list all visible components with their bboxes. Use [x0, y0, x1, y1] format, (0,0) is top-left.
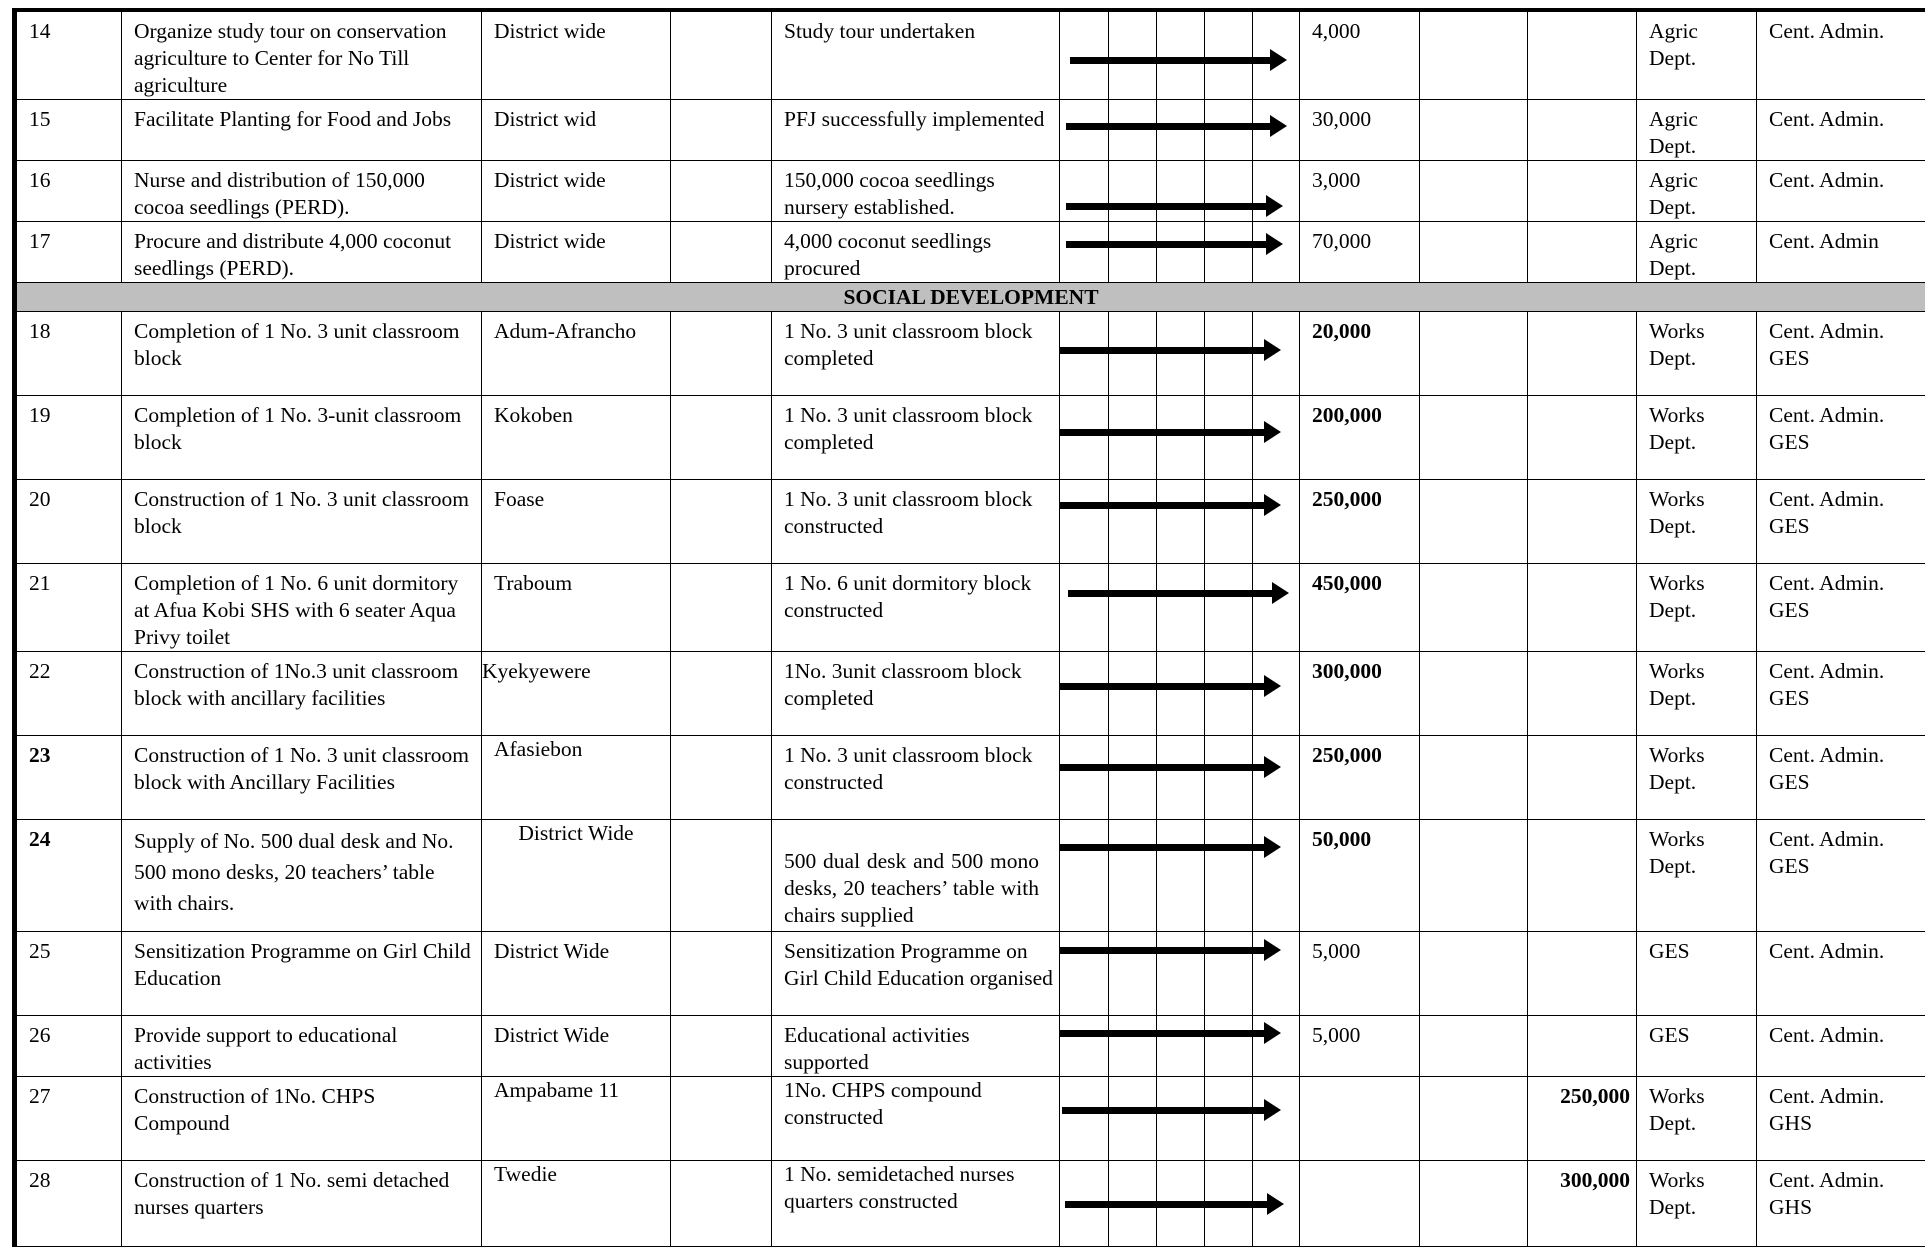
timeline-arrow	[1062, 1107, 1265, 1114]
quarter-divider	[1108, 12, 1109, 99]
location-cell: District wide	[482, 222, 671, 283]
timeline-arrow	[1060, 764, 1265, 771]
location-cell: Ampabame 11	[482, 1077, 671, 1161]
quarter-divider	[1252, 100, 1253, 160]
quarter-divider	[1156, 12, 1157, 99]
budget-amount-cell: 250,000	[1300, 736, 1420, 820]
blank-cell	[1420, 1016, 1528, 1077]
budget-amount-cell: 300,000	[1300, 652, 1420, 736]
timeline-cell	[1060, 1016, 1300, 1077]
quarter-divider	[1204, 820, 1205, 931]
timeline-cell	[1060, 100, 1300, 161]
quarter-divider	[1252, 480, 1253, 563]
quarter-divider	[1252, 12, 1253, 99]
row-number: 27	[15, 1077, 122, 1161]
blank-cell	[1420, 222, 1528, 283]
blank-cell	[1420, 932, 1528, 1016]
quarter-divider	[1156, 932, 1157, 1015]
blank-cell	[671, 820, 772, 932]
collaborating-agency-cell: Cent. Admin. GES	[1757, 312, 1925, 396]
timeline-cell	[1060, 10, 1300, 100]
timeline-cell	[1060, 1161, 1300, 1247]
budget-amount2-cell	[1528, 312, 1637, 396]
location-cell: Afasiebon	[482, 736, 671, 820]
output-indicator-cell: 1No. CHPS compound constructed	[772, 1077, 1060, 1161]
location-cell: District Wide	[482, 1016, 671, 1077]
row-number: 19	[15, 396, 122, 480]
blank-cell	[671, 480, 772, 564]
output-indicator-cell: 1No. 3unit classroom block completed	[772, 652, 1060, 736]
activity-cell: Nurse and distribution of 150,000 cocoa seedlings (PERD).	[122, 161, 482, 222]
output-indicator-cell: Study tour undertaken	[772, 10, 1060, 100]
implementing-agency-cell: Agric Dept.	[1637, 161, 1757, 222]
collaborating-agency-cell: Cent. Admin. GHS	[1757, 1161, 1925, 1247]
timeline-cell	[1060, 480, 1300, 564]
output-indicator-cell: 1 No. 3 unit classroom block constructed	[772, 480, 1060, 564]
timeline-arrow	[1060, 502, 1265, 509]
location-cell: Traboum	[482, 564, 671, 652]
blank-cell	[1420, 312, 1528, 396]
timeline-arrow	[1066, 203, 1267, 210]
budget-amount2-cell	[1528, 1016, 1637, 1077]
collaborating-agency-cell: Cent. Admin.	[1757, 10, 1925, 100]
blank-cell	[1420, 820, 1528, 932]
activity-cell: Facilitate Planting for Food and Jobs	[122, 100, 482, 161]
quarter-divider	[1156, 100, 1157, 160]
timeline-arrow	[1060, 947, 1265, 954]
blank-cell	[671, 1016, 772, 1077]
budget-amount2-cell	[1528, 564, 1637, 652]
timeline-arrow	[1070, 57, 1271, 64]
collaborating-agency-cell: Cent. Admin.	[1757, 100, 1925, 161]
quarter-divider	[1156, 564, 1157, 651]
table-row	[15, 652, 1925, 736]
quarter-divider	[1204, 12, 1205, 99]
budget-amount2-cell	[1528, 161, 1637, 222]
blank-cell	[671, 100, 772, 161]
blank-cell	[671, 222, 772, 283]
activity-cell: Supply of No. 500 dual desk and No. 500 mono desks, 20 teachers’ table with chairs.	[122, 820, 482, 932]
quarter-divider	[1252, 1077, 1253, 1160]
quarter-divider	[1108, 1016, 1109, 1076]
budget-amount2-cell: 300,000	[1528, 1161, 1637, 1247]
row-number: 22	[15, 652, 122, 736]
quarter-divider	[1204, 1077, 1205, 1160]
timeline-cell	[1060, 932, 1300, 1016]
row-number: 20	[15, 480, 122, 564]
budget-amount-cell: 250,000	[1300, 480, 1420, 564]
blank-cell	[1420, 736, 1528, 820]
quarter-divider	[1156, 222, 1157, 282]
blank-cell	[671, 652, 772, 736]
budget-amount-cell: 200,000	[1300, 396, 1420, 480]
blank-cell	[1420, 564, 1528, 652]
collaborating-agency-cell: Cent. Admin.	[1757, 932, 1925, 1016]
location-cell: District wid	[482, 100, 671, 161]
budget-amount-cell: 70,000	[1300, 222, 1420, 283]
timeline-cell	[1060, 312, 1300, 396]
output-indicator-cell: 1 No. 6 unit dormitory block constructed	[772, 564, 1060, 652]
table-row	[15, 1016, 1925, 1077]
quarter-divider	[1252, 564, 1253, 651]
blank-cell	[1420, 1161, 1528, 1247]
timeline-arrow	[1066, 241, 1267, 248]
quarter-divider	[1204, 161, 1205, 221]
activity-cell: Organize study tour on conservation agriculture to Center for No Till agriculture	[122, 10, 482, 100]
implementing-agency-cell: Agric Dept.	[1637, 10, 1757, 100]
quarter-divider	[1252, 736, 1253, 819]
budget-amount-cell: 5,000	[1300, 1016, 1420, 1077]
location-cell: Kyekyewere	[482, 652, 671, 736]
output-indicator-cell: PFJ successfully implemented	[772, 100, 1060, 161]
quarter-divider	[1156, 736, 1157, 819]
quarter-divider	[1156, 480, 1157, 563]
quarter-divider	[1204, 100, 1205, 160]
implementing-agency-cell: Works Dept.	[1637, 652, 1757, 736]
row-number: 18	[15, 312, 122, 396]
annual-action-plan-table	[12, 8, 1925, 1247]
quarter-divider	[1156, 396, 1157, 479]
budget-amount2-cell	[1528, 932, 1637, 1016]
quarter-divider	[1252, 932, 1253, 1015]
section-title: SOCIAL DEVELOPMENT	[15, 283, 1925, 312]
collaborating-agency-cell: Cent. Admin. GES	[1757, 652, 1925, 736]
location-cell: Adum-Afrancho	[482, 312, 671, 396]
collaborating-agency-cell: Cent. Admin. GES	[1757, 564, 1925, 652]
quarter-divider	[1156, 161, 1157, 221]
collaborating-agency-cell: Cent. Admin. GHS	[1757, 1077, 1925, 1161]
collaborating-agency-cell: Cent. Admin. GES	[1757, 480, 1925, 564]
collaborating-agency-cell: Cent. Admin.	[1757, 161, 1925, 222]
quarter-divider	[1204, 736, 1205, 819]
output-indicator-cell: Sensitization Programme on Girl Child Education organised	[772, 932, 1060, 1016]
implementing-agency-cell: Agric Dept.	[1637, 222, 1757, 283]
implementing-agency-cell: GES	[1637, 1016, 1757, 1077]
activity-cell: Construction of 1No. CHPS Compound	[122, 1077, 482, 1161]
row-number: 28	[15, 1161, 122, 1247]
table-row	[15, 932, 1925, 1016]
table-row	[15, 736, 1925, 820]
activity-cell: Construction of 1No.3 unit classroom block with ancillary facilities	[122, 652, 482, 736]
quarter-divider	[1156, 1016, 1157, 1076]
quarter-divider	[1204, 932, 1205, 1015]
timeline-cell	[1060, 396, 1300, 480]
output-indicator-cell: 150,000 cocoa seedlings nursery established.	[772, 161, 1060, 222]
table-row	[15, 396, 1925, 480]
output-indicator-cell: 500 dual desk and 500 mono desks, 20 teachers’ table with chairs supplied	[772, 820, 1060, 932]
location-cell: District Wide	[482, 820, 671, 932]
activity-cell: Completion of 1 No. 3-unit classroom block	[122, 396, 482, 480]
table-row	[15, 10, 1925, 100]
quarter-divider	[1252, 161, 1253, 221]
row-number: 21	[15, 564, 122, 652]
budget-amount2-cell	[1528, 652, 1637, 736]
blank-cell	[1420, 1077, 1528, 1161]
location-cell: Foase	[482, 480, 671, 564]
quarter-divider	[1108, 161, 1109, 221]
quarter-divider	[1252, 1016, 1253, 1076]
budget-amount2-cell	[1528, 10, 1637, 100]
activity-cell: Completion of 1 No. 3 unit classroom block	[122, 312, 482, 396]
row-number: 23	[15, 736, 122, 820]
timeline-cell	[1060, 652, 1300, 736]
activity-cell: Construction of 1 No. semi detached nurses quarters	[122, 1161, 482, 1247]
table-row	[15, 480, 1925, 564]
timeline-arrow	[1060, 683, 1265, 690]
activity-cell: Sensitization Programme on Girl Child Education	[122, 932, 482, 1016]
blank-cell	[1420, 161, 1528, 222]
blank-cell	[671, 1161, 772, 1247]
quarter-divider	[1108, 480, 1109, 563]
output-indicator-cell: 1 No. 3 unit classroom block constructed	[772, 736, 1060, 820]
budget-amount2-cell	[1528, 222, 1637, 283]
blank-cell	[671, 1077, 772, 1161]
activity-cell: Completion of 1 No. 6 unit dormitory at Afua Kobi SHS with 6 seater Aqua Privy toilet	[122, 564, 482, 652]
implementing-agency-cell: Works Dept.	[1637, 1161, 1757, 1247]
quarter-divider	[1156, 1077, 1157, 1160]
blank-cell	[1420, 652, 1528, 736]
row-number: 25	[15, 932, 122, 1016]
blank-cell	[1420, 10, 1528, 100]
row-number: 26	[15, 1016, 122, 1077]
budget-amount2-cell	[1528, 480, 1637, 564]
budget-amount2-cell	[1528, 396, 1637, 480]
quarter-divider	[1252, 222, 1253, 282]
budget-amount2-cell: 250,000	[1528, 1077, 1637, 1161]
row-number: 16	[15, 161, 122, 222]
implementing-agency-cell: Agric Dept.	[1637, 100, 1757, 161]
budget-amount-cell: 5,000	[1300, 932, 1420, 1016]
collaborating-agency-cell: Cent. Admin. GES	[1757, 396, 1925, 480]
table-row	[15, 161, 1925, 222]
quarter-divider	[1204, 222, 1205, 282]
table-row	[15, 222, 1925, 283]
timeline-arrow	[1060, 429, 1265, 436]
row-number: 24	[15, 820, 122, 932]
quarter-divider	[1252, 820, 1253, 931]
timeline-cell	[1060, 1077, 1300, 1161]
activity-cell: Procure and distribute 4,000 coconut seedlings (PERD).	[122, 222, 482, 283]
table-row	[15, 1077, 1925, 1161]
budget-amount-cell: 50,000	[1300, 820, 1420, 932]
timeline-arrow	[1060, 844, 1265, 851]
blank-cell	[671, 932, 772, 1016]
activity-cell: Provide support to educational activities	[122, 1016, 482, 1077]
table-row	[15, 1161, 1925, 1247]
quarter-divider	[1108, 100, 1109, 160]
quarter-divider	[1108, 652, 1109, 735]
quarter-divider	[1204, 564, 1205, 651]
quarter-divider	[1252, 652, 1253, 735]
budget-amount-cell: 3,000	[1300, 161, 1420, 222]
blank-cell	[671, 161, 772, 222]
table-row	[15, 564, 1925, 652]
quarter-divider	[1108, 564, 1109, 651]
location-cell: Kokoben	[482, 396, 671, 480]
budget-amount2-cell	[1528, 736, 1637, 820]
row-number: 14	[15, 10, 122, 100]
quarter-divider	[1108, 396, 1109, 479]
timeline-cell	[1060, 820, 1300, 932]
blank-cell	[671, 10, 772, 100]
output-indicator-cell: 4,000 coconut seedlings procured	[772, 222, 1060, 283]
row-number: 15	[15, 100, 122, 161]
quarter-divider	[1108, 222, 1109, 282]
timeline-arrow	[1066, 123, 1271, 130]
row-number: 17	[15, 222, 122, 283]
blank-cell	[1420, 100, 1528, 161]
blank-cell	[671, 312, 772, 396]
output-indicator-cell: Educational activities supported	[772, 1016, 1060, 1077]
output-indicator-cell: 1 No. semidetached nurses quarters constructed	[772, 1161, 1060, 1247]
timeline-cell	[1060, 736, 1300, 820]
budget-amount2-cell	[1528, 820, 1637, 932]
quarter-divider	[1108, 736, 1109, 819]
implementing-agency-cell: Works Dept.	[1637, 480, 1757, 564]
timeline-arrow	[1065, 1201, 1268, 1208]
budget-amount-cell: 450,000	[1300, 564, 1420, 652]
blank-cell	[671, 396, 772, 480]
budget-amount-cell: 4,000	[1300, 10, 1420, 100]
implementing-agency-cell: Works Dept.	[1637, 820, 1757, 932]
quarter-divider	[1108, 820, 1109, 931]
output-indicator-cell: 1 No. 3 unit classroom block completed	[772, 312, 1060, 396]
activity-cell: Construction of 1 No. 3 unit classroom block	[122, 480, 482, 564]
implementing-agency-cell: Works Dept.	[1637, 736, 1757, 820]
collaborating-agency-cell: Cent. Admin. GES	[1757, 820, 1925, 932]
location-cell: Twedie	[482, 1161, 671, 1247]
timeline-arrow	[1060, 347, 1265, 354]
timeline-cell	[1060, 161, 1300, 222]
activity-cell: Construction of 1 No. 3 unit classroom block with Ancillary Facilities	[122, 736, 482, 820]
section-header-row	[15, 283, 1925, 312]
blank-cell	[671, 564, 772, 652]
collaborating-agency-cell: Cent. Admin. GES	[1757, 736, 1925, 820]
implementing-agency-cell: Works Dept.	[1637, 1077, 1757, 1161]
location-cell: District wide	[482, 161, 671, 222]
location-cell: District wide	[482, 10, 671, 100]
table-row	[15, 312, 1925, 396]
quarter-divider	[1156, 652, 1157, 735]
quarter-divider	[1204, 480, 1205, 563]
budget-amount-cell	[1300, 1161, 1420, 1247]
output-indicator-cell: 1 No. 3 unit classroom block completed	[772, 396, 1060, 480]
budget-amount-cell: 20,000	[1300, 312, 1420, 396]
collaborating-agency-cell: Cent. Admin.	[1757, 1016, 1925, 1077]
table-row	[15, 100, 1925, 161]
implementing-agency-cell: GES	[1637, 932, 1757, 1016]
budget-amount-cell	[1300, 1077, 1420, 1161]
quarter-divider	[1156, 820, 1157, 931]
implementing-agency-cell: Works Dept.	[1637, 564, 1757, 652]
location-cell: District Wide	[482, 932, 671, 1016]
quarter-divider	[1204, 1016, 1205, 1076]
timeline-cell	[1060, 564, 1300, 652]
quarter-divider	[1252, 396, 1253, 479]
collaborating-agency-cell: Cent. Admin	[1757, 222, 1925, 283]
implementing-agency-cell: Works Dept.	[1637, 312, 1757, 396]
table-row	[15, 820, 1925, 932]
budget-amount-cell: 30,000	[1300, 100, 1420, 161]
quarter-divider	[1108, 1077, 1109, 1160]
implementing-agency-cell: Works Dept.	[1637, 396, 1757, 480]
blank-cell	[671, 736, 772, 820]
blank-cell	[1420, 480, 1528, 564]
budget-amount2-cell	[1528, 100, 1637, 161]
timeline-cell	[1060, 222, 1300, 283]
quarter-divider	[1108, 932, 1109, 1015]
quarter-divider	[1204, 652, 1205, 735]
timeline-arrow	[1068, 590, 1273, 597]
blank-cell	[1420, 396, 1528, 480]
timeline-arrow	[1060, 1030, 1265, 1037]
quarter-divider	[1204, 396, 1205, 479]
